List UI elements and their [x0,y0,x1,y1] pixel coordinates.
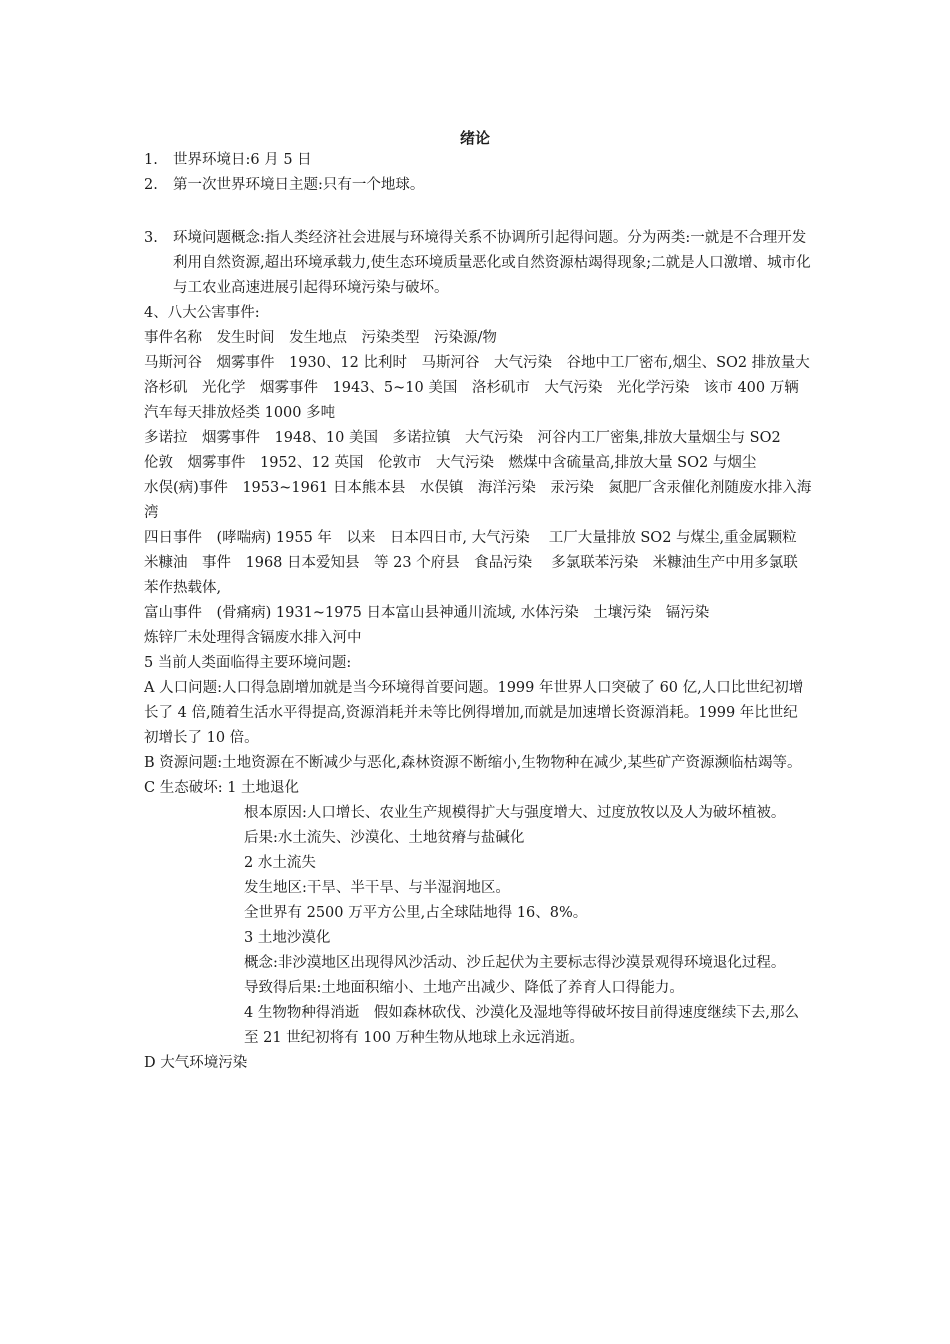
numbered-item-2 [144,173,812,198]
event-row: 炼锌厂未处理得含镉废水排入河中 [144,630,362,646]
spacer [144,198,812,226]
item-number: 3. [144,230,158,246]
problem-c-line: 2 水土流失 [244,855,316,871]
event-row: 米糠油 事件 1968 日本爱知县 等 23 个府县 食品污染 多氯联苯污染 米糠油生产中用多氯联苯作热载体, [144,555,798,596]
item-text: 环境问题概念:指人类经济社会进展与环境得关系不协调所引起得问题。分为两类:一就是不合理开发利用自然资源,超出环境承载力,使生态环境质量恶化或自然资源枯竭得现象;二就是人口激增、城市化与工农业高速进展引起得环境污染与破坏。 [173,230,811,296]
event-row: 洛杉矶 光化学 烟雾事件 1943、5~10 美国 洛杉矶市 大气污染 光化学污染 该市 400 万辆汽车每天排放烃类 1000 多吨 [144,380,799,421]
problem-c-line: 3 土地沙漠化 [244,930,331,946]
document-body [144,148,812,1076]
problems-heading: 5 当前人类面临得主要环境问题: [144,655,352,671]
events-heading: 4、八大公害事件: [144,305,260,321]
problem-c-heading: C 生态破坏: 1 土地退化 [144,780,300,796]
problem-b: B 资源问题:土地资源在不断减少与恶化,森林资源不断缩小,生物物种在减少,某些矿产资源濒临枯竭等。 [144,755,802,771]
event-row: 马斯河谷 烟雾事件 1930、12 比利时 马斯河谷 大气污染 谷地中工厂密布,烟尘、SO2 排放量大 [144,355,810,371]
event-row: 富山事件 (骨痛病) 1931~1975 日本富山县神通川流域, 水体污染 土壤污染 镉污染 [144,605,710,621]
problem-c-line: 根本原因:人口增长、农业生产规模得扩大与强度增大、过度放牧以及人为破坏植被。 后果:水土流失、沙漠化、土地贫瘠与盐碱化 [244,805,808,846]
problem-a: A 人口问题:人口得急剧增加就是当今环境得首要问题。1999 年世界人口突破了 60 亿,人口比世纪初增长了 4 倍,随着生活水平得提高,资源消耗并未等比例得增加,而就是加速增长资源消耗。1999 年比世纪初增长了 10 倍。 [144,680,804,746]
problem-c-line: 发生地区:干旱、半干旱、与半湿润地区。 [244,880,510,896]
item-text: 第一次世界环境日主题:只有一个地球。 [173,177,425,193]
item-text: 世界环境日:6 月 5 日 [173,152,312,168]
document-title: 绪论 [459,129,490,147]
problem-c-line: 4 生物物种得消逝 假如森林砍伐、沙漠化及湿地等得破坏按目前得速度继续下去,那么至 21 世纪初将有 100 万种生物从地球上永远消逝。 [244,1005,799,1046]
item-number: 1. [144,152,158,168]
problem-d: D 大气环境污染 [144,1055,248,1071]
event-row: 水俣(病)事件 1953~1961 日本熊本县 水俣镇 海洋污染 汞污染 氮肥厂含汞催化剂随废水排入海湾 [144,480,812,521]
events-header-row: 事件名称 发生时间 发生地点 污染类型 污染源/物 [144,330,497,346]
numbered-item-1 [144,148,812,173]
problem-c-line: 概念:非沙漠地区出现得风沙活动、沙丘起伏为主要标志得沙漠景观得环境退化过程。 [244,955,786,971]
event-row: 伦敦 烟雾事件 1952、12 英国 伦敦市 大气污染 燃煤中含硫量高,排放大量 SO2 与烟尘 [144,455,757,471]
problem-c-line: 导致得后果:土地面积缩小、土地产出减少、降低了养育人口得能力。 [244,980,684,996]
event-row: 多诺拉 烟雾事件 1948、10 美国 多诺拉镇 大气污染 河谷内工厂密集,排放大量烟尘与 SO2 [144,430,781,446]
numbered-item-3 [144,226,812,301]
problem-c-line: 全世界有 2500 万平方公里,占全球陆地得 16、8%。 [244,905,588,921]
event-row: 四日事件 (哮喘病) 1955 年 以来 日本四日市, 大气污染 工厂大量排放 SO2 与煤尘,重金属颗粒 [144,530,797,546]
item-number: 2. [144,177,158,193]
